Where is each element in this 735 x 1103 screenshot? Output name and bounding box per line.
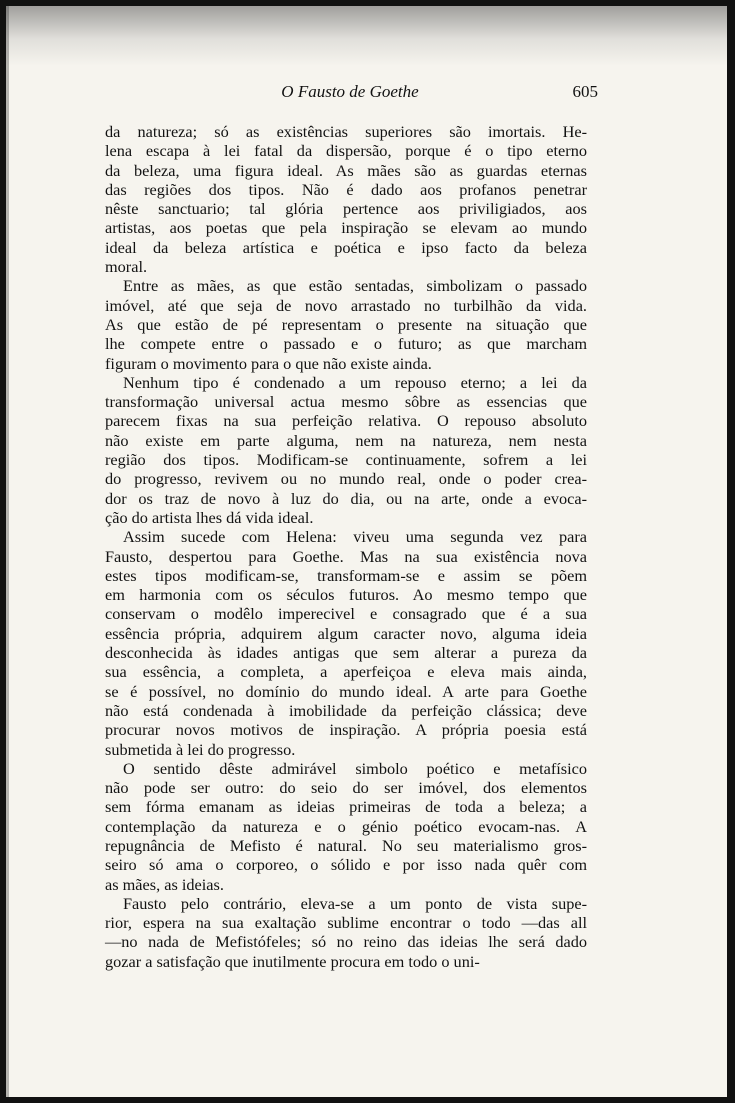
text-line: —no nada de Mefistófeles; só no reino das ideias lhe será dado — [105, 932, 587, 952]
text-line: em harmonia com os séculos futuros. Ao mesmo tempo que — [105, 585, 587, 605]
text-line: estes tipos modificam-se, transformam-se e assim se põem — [105, 565, 587, 585]
text-line: ção do artista lhes dá vida ideal. — [105, 507, 314, 527]
text-line: O sentido dêste admirável simbolo poético e metafísico — [123, 758, 587, 778]
text-line: imóvel, até que seja de novo arrastado no turbilhão da vida. — [105, 295, 587, 315]
text-line: dor os traz de novo à luz do dia, ou na arte, onde a evoca- — [105, 488, 587, 508]
text-line: lena escapa à lei fatal da dispersão, porque é o tipo eterno — [105, 141, 587, 161]
paragraph — [105, 122, 587, 276]
text-line: as mães, as ideias. — [105, 874, 224, 894]
text-line: Fausto pelo contrário, eleva-se a um ponto de vista supe- — [123, 893, 587, 913]
paragraph — [105, 894, 587, 971]
text-line: As que estão de pé representam o presente na situação que — [105, 314, 587, 334]
paragraph — [105, 373, 587, 527]
text-line: contemplação da natureza e o génio poético evocam-nas. A — [105, 816, 587, 836]
text-line: da natureza; só as existências superiores são imortais. He- — [105, 122, 587, 141]
text-line: procurar novos motivos de inspiração. A própria poesia está — [105, 720, 587, 740]
text-line: artistas, aos poetas que pela inspiração se elevam ao mundo — [105, 218, 587, 238]
text-line: moral. — [105, 257, 148, 277]
text-line: do progresso, revivem ou no mundo real, onde o poder crea- — [105, 469, 587, 489]
text-line: não existe em parte alguma, nem na natureza, nem nesta — [105, 430, 587, 450]
text-line: sua essência, a completa, a aperfeiçoa e eleva mais ainda, — [105, 662, 587, 682]
book-page — [6, 6, 727, 1097]
text-line: Assim sucede com Helena: viveu uma segunda vez para — [123, 527, 587, 547]
text-line: não está condenada à imobilidade da perfeição clássica; deve — [105, 700, 587, 720]
text-line: não pode ser outro: do seio do ser imóvel, dos elementos — [105, 778, 587, 798]
text-line: Fausto, despertou para Goethe. Mas na sua existência nova — [105, 546, 587, 566]
text-line: da beleza, uma figura ideal. As mães são as guardas eternas — [105, 160, 587, 180]
text-line: conservam o modêlo imperecivel e consagrado que é a sua — [105, 604, 587, 624]
text-line: gozar a satisfação que inutilmente procura em todo o uni- — [105, 951, 480, 971]
page-number: 605 — [572, 82, 598, 101]
text-line: transformação universal actua mesmo sôbre as essencias que — [105, 392, 587, 412]
paragraph — [105, 276, 587, 372]
text-line: seiro só ama o corporeo, o sólido e por isso nada quêr com — [105, 855, 587, 875]
text-line: nêste sanctuario; tal glória pertence aos priviligiados, aos — [105, 199, 587, 219]
running-head — [102, 82, 598, 106]
text-line: se é possível, no domínio do mundo ideal. A arte para Goethe — [105, 681, 587, 701]
text-line: sem fórma emanam as ideias primeiras de toda a beleza; a — [105, 797, 587, 817]
text-line: Entre as mães, as que estão sentadas, simbolizam o passado — [123, 276, 587, 296]
text-line: figuram o movimento para o que não existe ainda. — [105, 353, 432, 373]
text-line: desconhecida às idades antigas que sem alterar a pureza da — [105, 643, 587, 663]
text-line: das regiões dos tipos. Não é dado aos profanos penetrar — [105, 179, 587, 199]
body-text — [105, 122, 587, 971]
text-line: região dos tipos. Modificam-se continuamente, sofrem a lei — [105, 450, 587, 470]
text-line: ideal da beleza artística e poética e ipso facto da beleza — [105, 237, 587, 257]
text-line: essência própria, adquirem algum caracter novo, alguma ideia — [105, 623, 587, 643]
text-line: rior, espera na sua exaltação sublime encontrar o todo —das all — [105, 913, 587, 933]
text-line: lhe compete entre o passado e o futuro; as que marcham — [105, 334, 587, 354]
running-title: O Fausto de Goethe — [281, 82, 419, 101]
scan-edge — [6, 6, 9, 1097]
text-line: repugnância de Mefisto é natural. No seu materialismo gros- — [105, 835, 587, 855]
text-line: submetida à lei do progresso. — [105, 739, 296, 759]
text-line: parecem fixas na sua perfeição relativa. O repouso absoluto — [105, 411, 587, 431]
paragraph — [105, 759, 587, 894]
text-line: Nenhum tipo é condenado a um repouso eterno; a lei da — [123, 372, 587, 392]
scan-shadow — [6, 6, 727, 66]
paragraph — [105, 527, 587, 759]
